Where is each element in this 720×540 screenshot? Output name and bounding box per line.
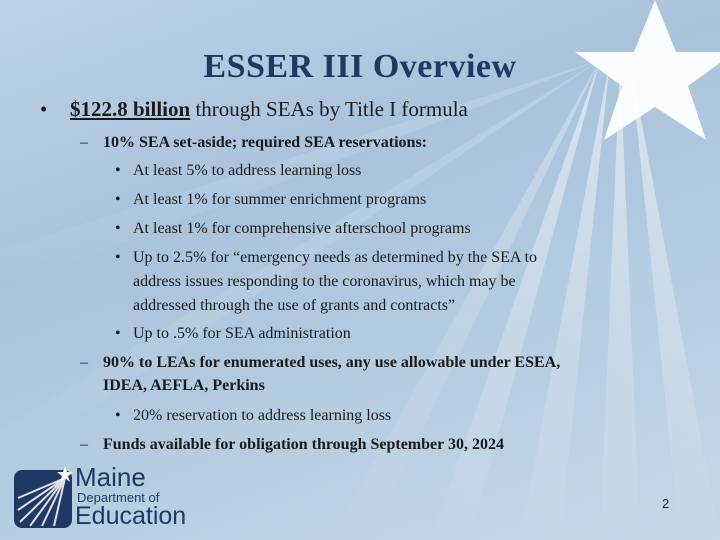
setaside-item: At least 1% for summer enrichment programs [133,191,427,208]
funding-amount: $122.8 billion [70,97,191,121]
slide-title: ESSER III Overview [203,48,517,85]
bullet-mark: • [115,407,121,424]
emergency-line: Up to 2.5% for “emergency needs as determined by the SEA to [133,249,538,266]
leas-line: IDEA, AEFLA, Perkins [103,377,265,394]
page-number: 2 [662,496,670,511]
bullet-mark: • [115,162,121,179]
logo-line-maine: Maine [75,462,146,492]
leas-item: 20% reservation to address learning loss [133,407,392,424]
funds-line: Funds available for obligation through September 30, 2024 [103,436,504,453]
bullet-mark: • [115,325,121,342]
dash-mark: – [80,436,88,453]
bullet-mark: • [115,220,121,237]
bullet-mark: • [115,191,121,208]
setaside-heading: 10% SEA set-aside; required SEA reservations: [103,134,428,151]
dash-mark: – [80,354,88,371]
logo-line-department: Department of [77,490,160,505]
logo-line-education: Education [75,502,187,530]
main-bullet [70,97,468,122]
bullet-mark: • [115,249,121,266]
bullet-mark: • [40,97,48,121]
emergency-line: addressed through the use of grants and contracts” [133,297,456,314]
admin-item: Up to .5% for SEA administration [133,325,351,342]
emergency-line: address issues responding to the coronavirus, which may be [133,273,516,290]
setaside-item: At least 5% to address learning loss [133,162,362,179]
setaside-item: At least 1% for comprehensive afterschool programs [133,220,471,237]
leas-line: 90% to LEAs for enumerated uses, any use allowable under ESEA, [103,354,561,371]
funding-description: through SEAs by Title I formula [190,97,468,121]
dash-mark: – [80,134,88,151]
